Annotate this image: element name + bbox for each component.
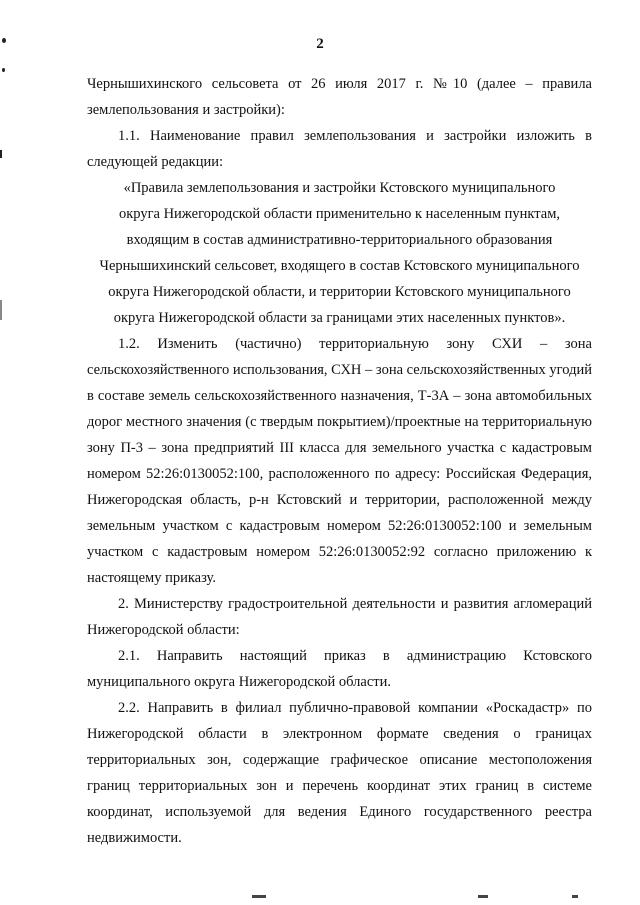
quoted-title [87,175,592,331]
paragraph-2: 2. Министерству градостроительной деятельности и развития агломераций Нижегородской области: [87,596,592,638]
quote-line: округа Нижегородской области применительно к населенным пунктам, [118,206,561,222]
paragraph-1-2: 1.2. Изменить (частично) территориальную зону СХИ – зона сельскохозяйственного использования, СХН – зона сельскохозяйственных угодий в составе земель сельскохозяйственного назначения, Т-3А – зона автомобильных дорог местного значения (с твердым покрытием)/проектные на территориальную зону П-3 – зона предприятий III класса для земельного участка с кадастровым номером 52:26:0130052:100, расположенного по адресу: Российская Федерация, Нижегородская область, р-н Кстовский и территории, расположенной между земельным участком с кадастровым номером 52:26:0130052:100 и земельным участком с кадастровым номером 52:26:0130052:92 согласно приложению к настоящему приказу. [87,336,592,586]
scan-noise-bottom-2 [478,895,488,898]
quote-line: округа Нижегородской области, и территории Кстовского муниципального [108,284,571,300]
scan-mark-mid [2,68,5,72]
quote-line: «Правила землепользования и застройки Кстовского муниципального [123,180,556,196]
scan-mark-edge [0,150,2,158]
scan-noise-bottom-1 [252,895,266,898]
paragraph-2-1: 2.1. Направить настоящий приказ в администрацию Кстовского муниципального округа Нижегородской области. [87,648,592,690]
quote-line: округа Нижегородской области за границами этих населенных пунктов». [113,310,566,326]
scan-mark-edge-2 [0,300,2,320]
quote-line: входящим в состав административно-территориального образования [126,232,553,248]
paragraph-1-1: 1.1. Наименование правил землепользования и застройки изложить в следующей редакции: [87,128,592,170]
scan-noise-bottom-3 [572,895,578,898]
page-number: 2 [316,36,324,52]
document-body [87,71,592,851]
intro-paragraph: Чернышихинского сельсовета от 26 июля 2017 г. №10 (далее – правила землепользования и застройки): [87,76,592,118]
quote-line: Чернышихинский сельсовет, входящего в состав Кстовского муниципального [99,258,580,274]
paragraph-2-2: 2.2. Направить в филиал публично-правовой компании «Роскадастр» по Нижегородской области в электронном формате сведения о границах территориальных зон, содержащие графическое описание местоположения границ территориальных зон и перечень координат этих границ в системе координат, используемой для ведения Единого государственного реестра недвижимости. [87,700,592,846]
